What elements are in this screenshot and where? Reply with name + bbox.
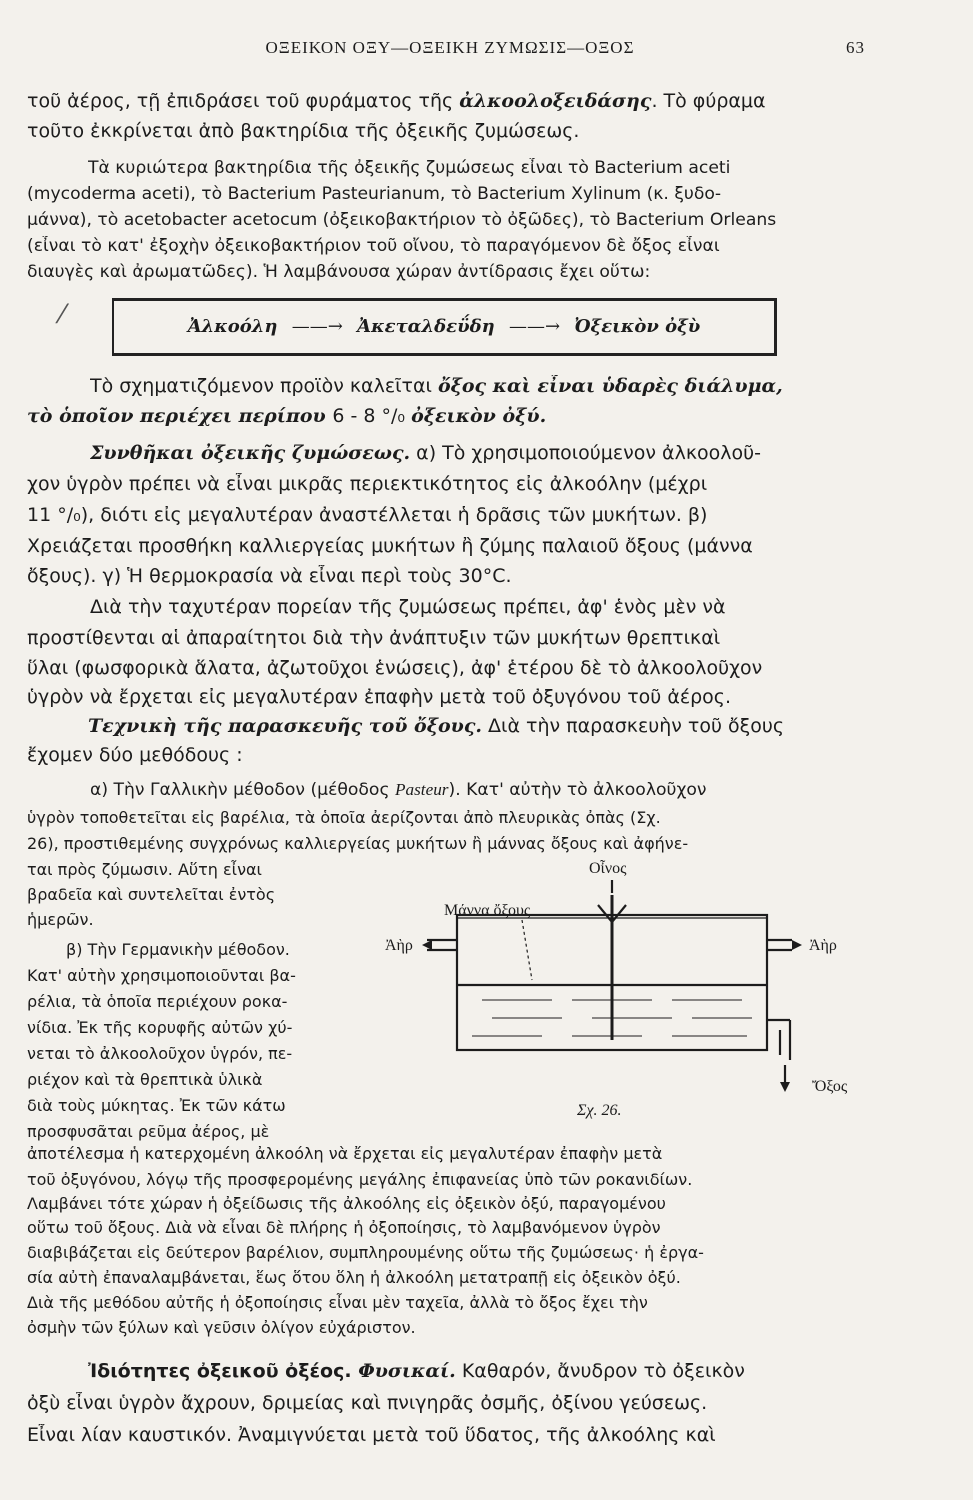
text-line: β) Τὴν Γερμανικὴν μέθοδον.: [66, 940, 290, 959]
text-line: 11 °/₀), διότι εἰς μεγαλυτέραν ἀναστέλλεται ἡ δρᾶσις τῶν μυκήτων. β): [27, 504, 708, 526]
figure-label-wine: Οἶνος: [589, 860, 627, 877]
text-line: Ἰδιότητες ὀξεικοῦ ὀξέος. Φυσικαί. Καθαρόν, ἄνυδρον τὸ ὀξεικὸν: [88, 1360, 745, 1382]
text-line: ἔχομεν δύο μεθόδους :: [27, 744, 243, 766]
margin-mark: ⁄: [60, 300, 65, 330]
text-line: τὸ ὁποῖον περιέχει περίπου 6 - 8 °/₀ ὀξεικὸν ὀξύ.: [27, 405, 547, 427]
text-line: ὀσμὴν τῶν ξύλων καὶ γεῦσιν ὀλίγον εὐχάριστον.: [27, 1318, 416, 1337]
text-line: διαυγὲς καὶ ἀρωματῶδες). Ἡ λαμβάνουσα χώραν ἀντίδρασις ἔχει οὕτω:: [27, 262, 651, 282]
text-line: (εἶναι τὸ κατ' ἐξοχὴν ὀξεικοβακτήριον τοῦ οἴνου, τὸ παραγόμενον δὲ ὄξος εἶναι: [27, 236, 720, 256]
reaction-arrow: ——→: [508, 316, 561, 337]
text-line: (mycoderma aceti), τὸ Bacterium Pasteurianum, τὸ Bacterium Xylinum (κ. ξυδο-: [27, 184, 722, 204]
text-line: σία αὐτὴ ἐπαναλαμβάνεται, ἕως ὅτου ὅλη ἡ ἀλκοόλη μετατραπῇ εἰς ὀξεικὸν ὀξύ.: [27, 1268, 681, 1287]
figure-label-mother: Μάννα ὄξους: [444, 902, 531, 919]
text-line: Τὸ σχηματιζόμενον προϊὸν καλεῖται ὄξος καὶ εἶναι ὑδαρὲς διάλυμα,: [90, 375, 783, 397]
text-line: οὕτω τοῦ ὄξους. Διὰ νὰ εἶναι δὲ πλήρης ἡ ὀξοποίησις, τὸ λαμβανόμενον ὑγρὸν: [27, 1218, 661, 1237]
running-header: [0, 38, 973, 62]
figure-vinegar-barrel: [372, 860, 892, 1125]
figure-label-air-out: Ἀὴρ: [809, 937, 837, 954]
text-line: τοῦ ἀέρος, τῇ ἐπιδράσει τοῦ φυράματος τῆς ἀλκοολοξειδάσης. Τὸ φύραμα: [27, 90, 766, 112]
text-line: Τεχνικὴ τῆς παρασκευῆς τοῦ ὄξους. Διὰ τὴν παρασκευὴν τοῦ ὄξους: [88, 715, 784, 737]
reaction-alcohol: Ἀλκοόλη: [187, 316, 278, 337]
reaction-aldehyde: Ἀκεταλδεΰδη: [357, 316, 495, 337]
text-line: τοῦ ὀξυγόνου, λόγῳ τῆς προσφερομένης μεγάλης ἐπιφανείας ὑπὸ τῶν ροκανιδίων.: [27, 1170, 693, 1189]
text-line: ται πρὸς ζύμωσιν. Αὕτη εἶναι: [27, 860, 262, 879]
reaction-acid: Ὀξεικὸν ὀξὺ: [574, 316, 701, 337]
text-line: ὕλαι (φωσφορικὰ ἅλατα, ἀζωτοῦχοι ἑνώσεις), ἀφ' ἑτέρου δὲ τὸ ἀλκοολοῦχον: [27, 657, 763, 679]
figure-label-vinegar: Ὄξος: [812, 1078, 848, 1095]
text-line: ἡμερῶν.: [27, 910, 94, 929]
text-line: ἀποτέλεσμα ἡ κατερχομένη ἀλκοόλη νὰ ἔρχεται εἰς μεγαλυτέραν ἐπαφὴν μετὰ: [27, 1144, 663, 1163]
text-line: διὰ τοὺς μύκητας. Ἐκ τῶν κάτω: [27, 1096, 286, 1115]
text-line: τοῦτο ἐκκρίνεται ἀπὸ βακτηρίδια τῆς ὀξεικῆς ζυμώσεως.: [27, 120, 580, 142]
text-line: βραδεῖα καὶ συντελεῖται ἐντὸς: [27, 885, 276, 904]
text-line: Διὰ τὴν ταχυτέραν πορείαν τῆς ζυμώσεως πρέπει, ἀφ' ἑνὸς μὲν νὰ: [90, 596, 726, 618]
text-line: νίδια. Ἐκ τῆς κορυφῆς αὐτῶν χύ-: [27, 1018, 293, 1037]
figure-caption: Σχ. 26.: [577, 1102, 622, 1119]
text-line: ὄξους). γ) Ἡ θερμοκρασία νὰ εἶναι περὶ τοὺς 30°C.: [27, 565, 512, 587]
text-line: Διὰ τῆς μεθόδου αὐτῆς ἡ ὀξοποίησις εἶναι μὲν ταχεῖα, ἀλλὰ τὸ ὄξος ἔχει τὴν: [27, 1293, 648, 1312]
reaction-arrow: ——→: [291, 316, 343, 337]
text-line: διαβιβάζεται εἰς δεύτερον βαρέλιον, συμπληρουμένης οὕτω τῆς ζυμώσεως· ἡ ἐργα-: [27, 1243, 704, 1262]
text-line: Λαμβάνει τότε χώραν ἡ ὀξείδωσις τῆς ἀλκοόλης εἰς ὀξεικὸν ὀξύ, παραγομένου: [27, 1194, 666, 1213]
text-line: ρέλια, τὰ ὁποῖα περιέχουν ροκα-: [27, 992, 288, 1011]
text-line: ριέχον καὶ τὰ θρεπτικὰ ὑλικὰ: [27, 1070, 263, 1089]
text-line: μάννα), τὸ acetobacter acetocum (ὀξεικοβακτήριον τὸ ὀξῶδες), τὸ Bacterium Orleans: [27, 210, 777, 230]
text-line: προσφυσᾶται ρεῦμα ἀέρος, μὲ: [27, 1122, 270, 1141]
header-title: ΟΞΕΙΚΟΝ ΟΞΥ—ΟΞΕΙΚΗ ΖΥΜΩΣΙΣ—ΟΞΟΣ: [265, 38, 635, 57]
figure-label-air-in: Ἀὴρ: [385, 937, 413, 954]
text-line: ὑγρὸν τοποθετεῖται εἰς βαρέλια, τὰ ὁποῖα ἀερίζονται ἀπὸ πλευρικὰς ὀπὰς (Σχ.: [27, 808, 661, 827]
text-line: Συνθῆκαι ὀξεικῆς ζυμώσεως. α) Τὸ χρησιμοποιούμενον ἀλκοολοῦ-: [90, 442, 761, 464]
reaction-box: [112, 298, 777, 356]
text-line: Τὰ κυριώτερα βακτηρίδια τῆς ὀξεικῆς ζυμώσεως εἶναι τὸ Bacterium aceti: [88, 158, 731, 178]
text-line: ὑγρὸν νὰ ἔρχεται εἰς μεγαλυτέραν ἐπαφὴν μετὰ τοῦ ὀξυγόνου τοῦ ἀέρος.: [27, 686, 732, 708]
text-line: νεται τὸ ἀλκοολοῦχον ὑγρόν, πε-: [27, 1044, 293, 1063]
text-line: 26), προστιθεμένης συγχρόνως καλλιεργείας μυκήτων ἢ μάννας ὄξους καὶ ἀφήνε-: [27, 834, 689, 853]
text-line: χον ὑγρὸν πρέπει νὰ εἶναι μικρᾶς περιεκτικότητος εἰς ἀλκοόλην (μέχρι: [27, 473, 708, 495]
text-line: Εἶναι λίαν καυστικόν. Ἀναμιγνύεται μετὰ τοῦ ὕδατος, τῆς ἀλκοόλης καὶ: [27, 1424, 716, 1446]
text-line: α) Τὴν Γαλλικὴν μέθοδον (μέθοδος Pasteur). Κατ' αὐτὴν τὸ ἀλκοολοῦχον: [90, 780, 707, 800]
text-line: ὀξὺ εἶναι ὑγρὸν ἄχρουν, δριμείας καὶ πνιγηρᾶς ὀσμῆς, ὀξίνου γεύσεως.: [27, 1392, 708, 1414]
text-line: Κατ' αὐτὴν χρησιμοποιοῦνται βα-: [27, 966, 296, 985]
text-line: Χρειάζεται προσθήκη καλλιεργείας μυκήτων ἢ ζύμης παλαιοῦ ὄξους (μάννα: [27, 535, 753, 557]
page-number: 63: [846, 38, 865, 57]
text-line: προστίθενται αἱ ἀπαραίτητοι διὰ τὴν ἀνάπτυξιν τῶν μυκήτων θρεπτικαὶ: [27, 627, 721, 649]
